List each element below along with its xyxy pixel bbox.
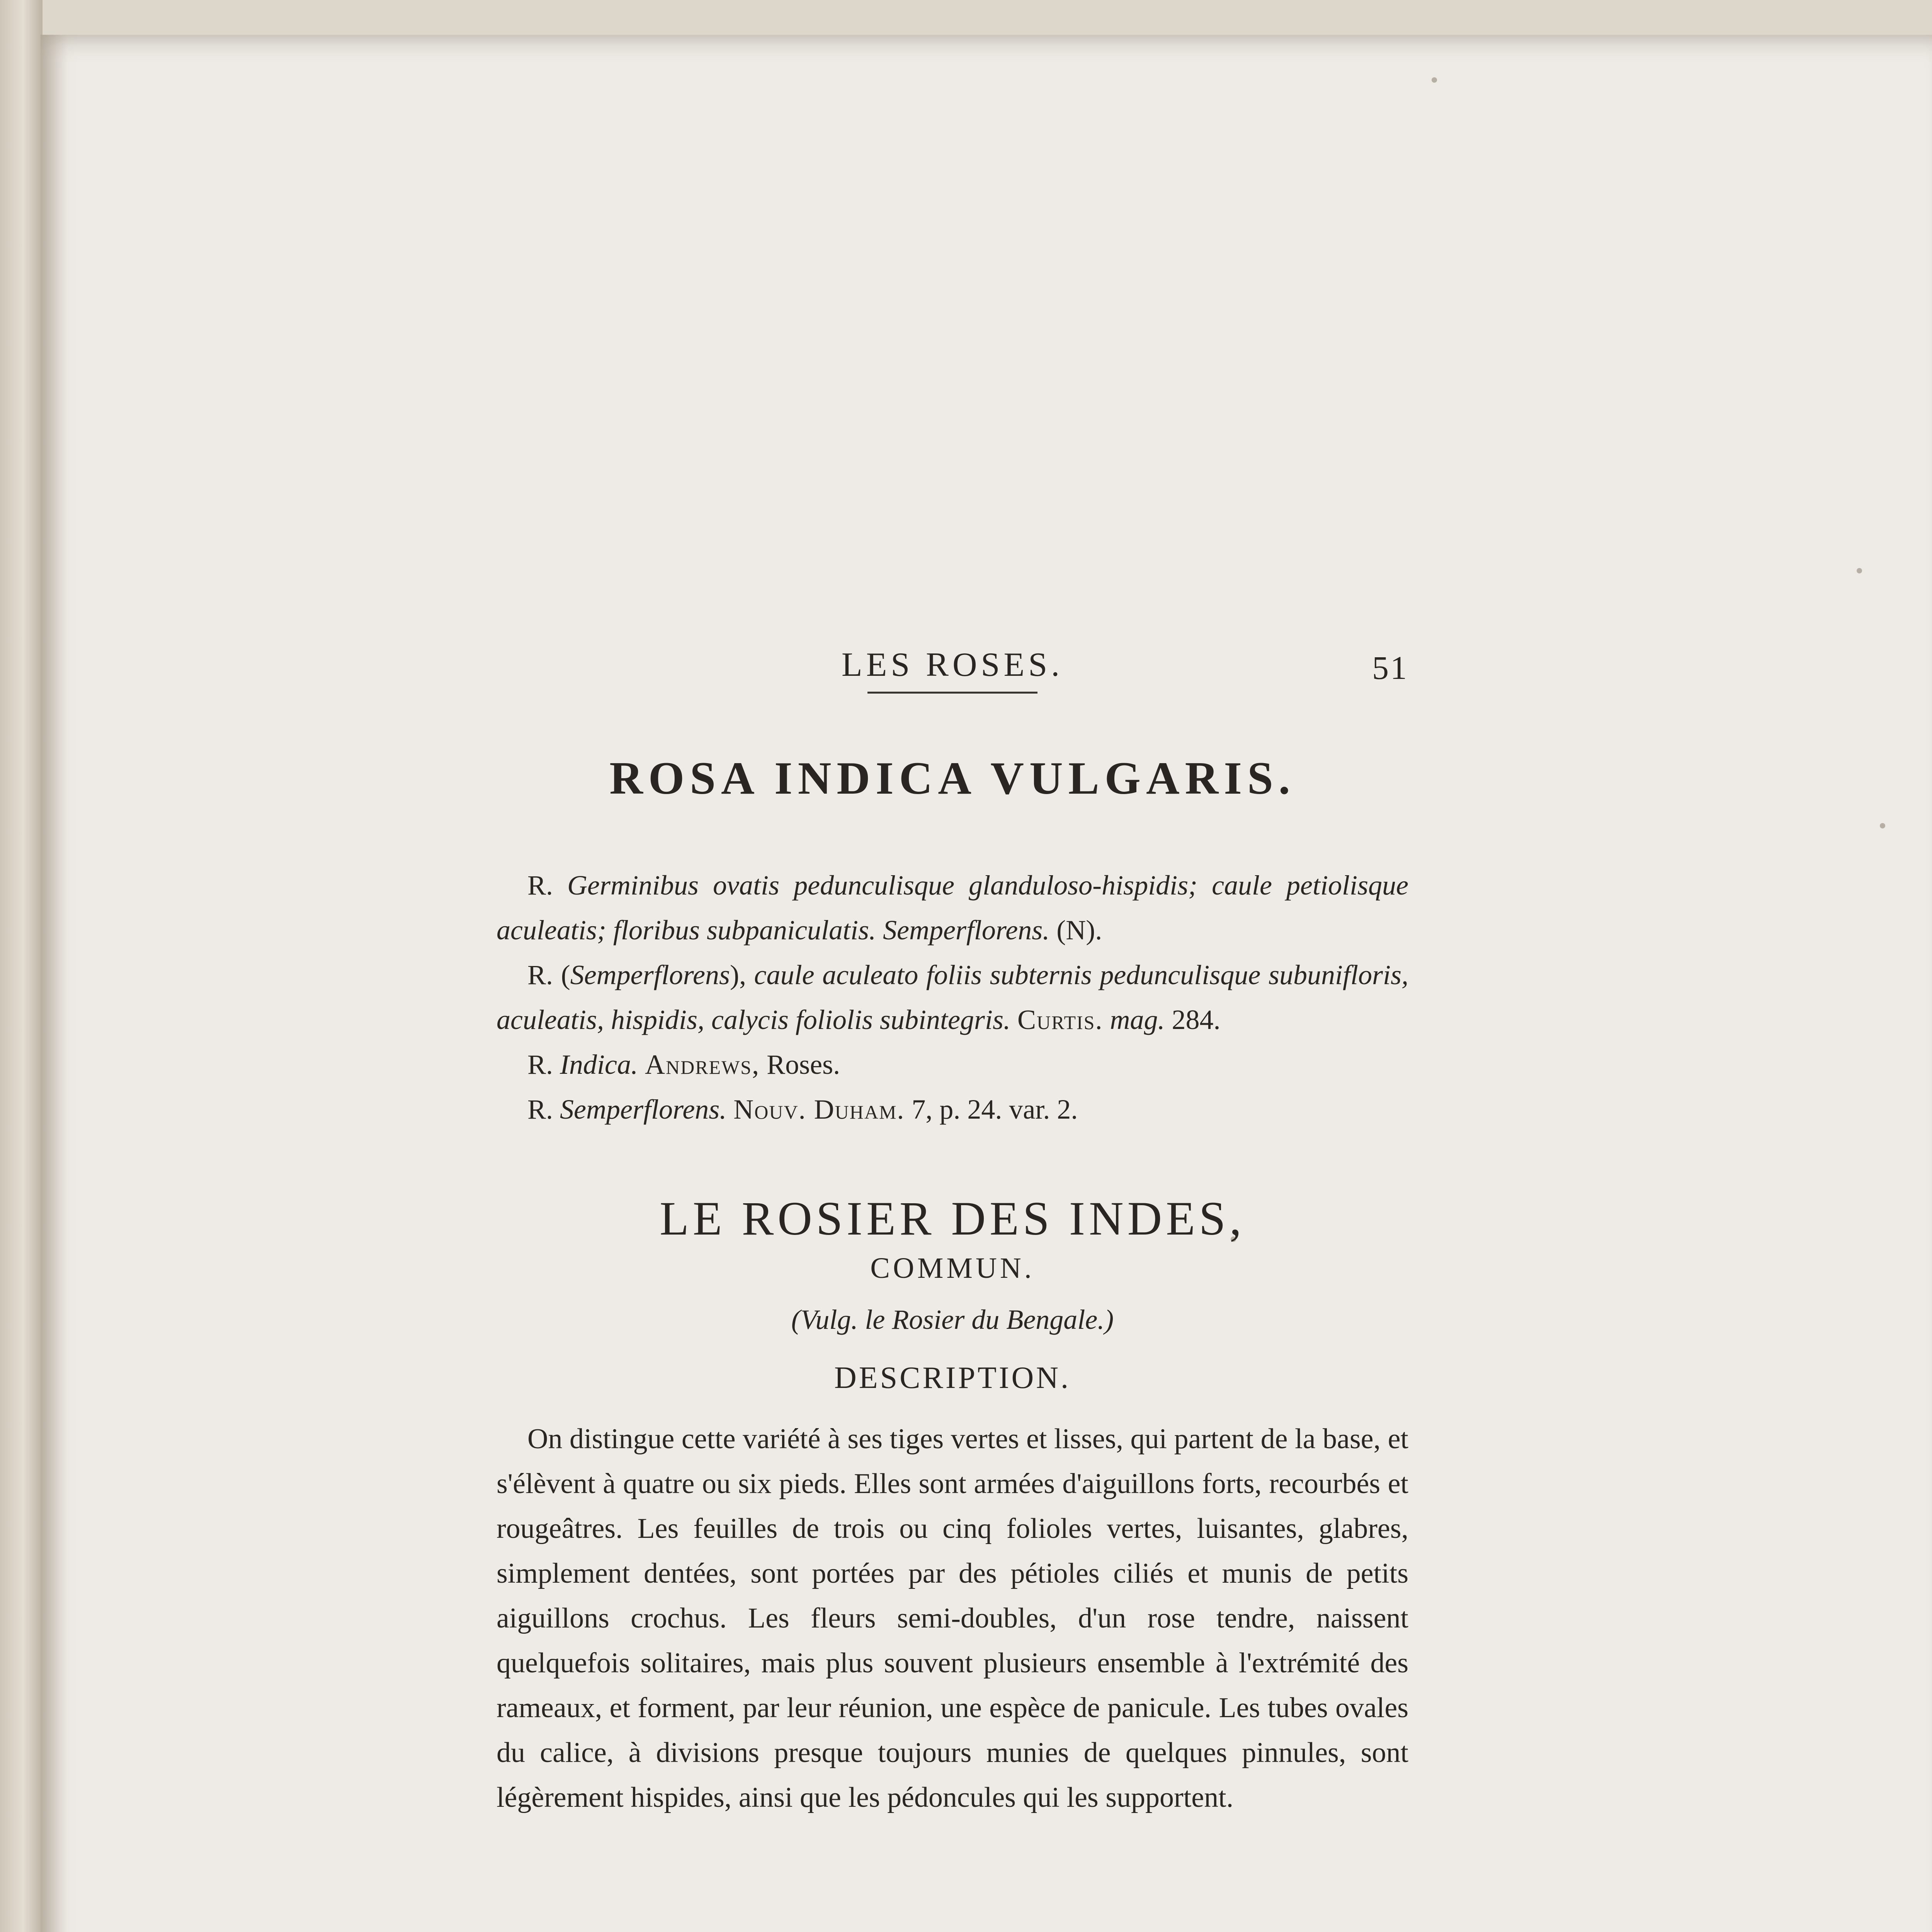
description-text: On distingue cette variété à ses tiges vertes et lisses, qui partent de la base, et s'élèvent à quatre ou six pieds. Elles sont armées d'aiguillons forts, recourbés et rougeâtres. Les feuilles de trois ou cinq folioles vertes, luisantes, glabres, simplement dentées, sont portées par des pétioles ciliés et munis de petits aiguillons crochus. Les fleurs semi-doubles, d'un rose tendre, naissent quelquefois solitaires, mais plus souvent plusieurs ensemble à l'extrémité des rameaux, et forment, par leur réunion, une espèce de panicule. Les tubes ovales du calice, à divisions presque toujours munies de quelques pinnules, sont légèrement hispides, ainsi que les pédoncules qui les supportent. <box>497 1423 1408 1813</box>
synonym-1: R. Germinibus ovatis pedunculisque glanduloso-hispidis; caule petiolisque aculeatis; floribus subpaniculatis. Semperflorens. (N). <box>497 870 1408 946</box>
vulgar-name: (Vulg. le Rosier du Bengale.) <box>791 1304 1114 1335</box>
synonym-2: R. (Semperflorens), caule aculeato foliis subternis pedunculisque subunifloris, aculeatis, hispidis, calycis foliolis subintegris. Curtis. mag. 284. <box>497 959 1409 1035</box>
page-gutter-shadow <box>41 35 68 1932</box>
latin-title: ROSA INDICA VULGARIS. <box>609 752 1296 804</box>
page-number: 51 <box>1372 649 1408 686</box>
left-page-edge <box>0 0 43 1932</box>
french-title: LE ROSIER DES INDES, <box>660 1192 1245 1245</box>
description-heading: DESCRIPTION. <box>834 1361 1071 1395</box>
text-block <box>497 638 1408 1820</box>
running-head <box>497 638 1408 692</box>
book-page <box>41 35 1932 1932</box>
running-title: LES ROSES. <box>841 646 1064 684</box>
french-subtitle: COMMUN. <box>870 1252 1035 1284</box>
synonymy <box>497 863 1408 1132</box>
header-rule <box>867 692 1037 694</box>
synonym-3: R. Indica. Andrews, Roses. <box>527 1049 840 1080</box>
synonym-4: R. Semperflorens. Nouv. Duham. 7, p. 24. var. 2. <box>527 1094 1078 1125</box>
